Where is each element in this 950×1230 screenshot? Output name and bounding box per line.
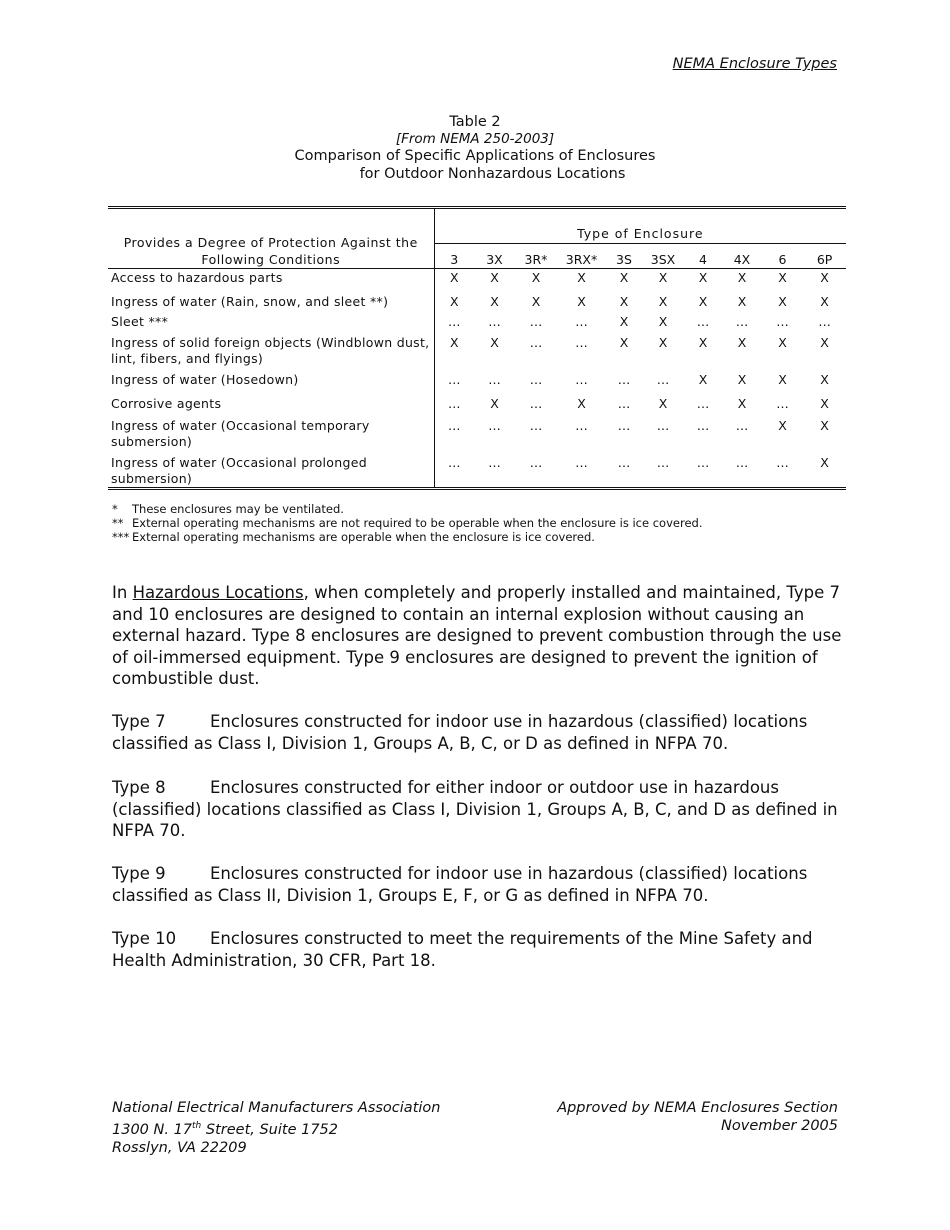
- table-cell: …: [617, 417, 631, 433]
- table-cell: …: [776, 454, 789, 470]
- table-cell: X: [698, 371, 708, 387]
- footnote-text: External operating mechanisms are not required to be operable when the enclosure is ice covered.: [132, 516, 703, 530]
- street-name: Street, Suite 1752: [201, 1121, 339, 1138]
- table-title-block: [0, 113, 950, 183]
- table-cell: X: [577, 270, 586, 285]
- footnote: [112, 516, 702, 530]
- table-cell: X: [658, 313, 668, 329]
- footer-date: November 2005: [721, 1118, 838, 1134]
- table-cell: …: [488, 371, 501, 387]
- enclosure-type-column-header: 6P: [803, 244, 846, 269]
- type-description: Enclosures constructed for indoor use in hazardous (classified) locations classified as Class I, Division 1, Groups A, B, C, or D as defined in NFPA 70.: [112, 712, 808, 753]
- table-cell: X: [737, 334, 747, 350]
- condition-column-header: Provides a Degree of Protection Against the Following Conditions: [108, 208, 434, 269]
- table-cell: X: [737, 270, 747, 285]
- footer-address: [112, 1099, 440, 1157]
- table-cell: …: [529, 417, 543, 433]
- table-cell: X: [778, 417, 787, 433]
- table-cell: X: [778, 293, 787, 309]
- table-cell: …: [448, 417, 461, 433]
- table-cell: X: [658, 395, 668, 411]
- enclosure-type-column-header: 3RX*: [557, 244, 606, 269]
- type-of-enclosure-header: Type of Enclosure: [434, 208, 846, 244]
- table-cell: X: [737, 395, 747, 411]
- table-cell: X: [778, 270, 787, 285]
- table-cell: …: [617, 371, 631, 387]
- table-cell: …: [529, 334, 543, 350]
- table-cell: X: [658, 334, 668, 350]
- table-cell: X: [698, 293, 708, 309]
- table-cell: X: [658, 293, 668, 309]
- table-row: [108, 395, 846, 417]
- type-label: Type 10: [112, 929, 177, 948]
- street-suffix: th: [192, 1121, 202, 1131]
- type-9-paragraph: [112, 863, 847, 906]
- table-row: [108, 454, 846, 489]
- table-row: [108, 313, 846, 334]
- table-cell: X: [820, 270, 829, 285]
- table-cell: …: [696, 417, 710, 433]
- table-cell: X: [449, 293, 459, 309]
- enclosure-type-column-header: 3R*: [515, 244, 557, 269]
- intro-prefix: In: [112, 583, 133, 602]
- type-description: Enclosures constructed for either indoor or outdoor use in hazardous (classified) locations classified as Class I, Division 1, Groups A, B, C, and D as defined in NFPA 70.: [112, 778, 838, 840]
- table-cell: …: [488, 417, 501, 433]
- footer-approval: [557, 1099, 838, 1135]
- table-cell: …: [448, 313, 461, 329]
- type-label: Type 9: [112, 864, 166, 883]
- table-cell: …: [575, 417, 588, 433]
- table-caption-line1: Comparison of Specific Applications of Enclosures: [294, 148, 656, 164]
- table-cell: …: [529, 395, 543, 411]
- type-label: Type 8: [112, 778, 166, 797]
- table-cell: X: [820, 395, 829, 411]
- footnote-mark: ***: [112, 530, 130, 544]
- footer-city: Rosslyn, VA 22209: [112, 1139, 247, 1156]
- type-description: Enclosures constructed for indoor use in hazardous (classified) locations classified as Class II, Division 1, Groups E, F, or G as defined in NFPA 70.: [112, 864, 808, 905]
- table-cell: X: [820, 417, 829, 433]
- table-cell: …: [575, 454, 588, 470]
- footer-org: National Electrical Manufacturers Association: [112, 1100, 441, 1116]
- table-cell: X: [658, 270, 668, 285]
- table-row: [108, 293, 846, 313]
- type-description: Enclosures constructed to meet the requirements of the Mine Safety and Health Administration, 30 CFR, Part 18.: [112, 929, 813, 970]
- enclosure-type-column-header: 3SX: [642, 244, 684, 269]
- enclosure-type-column-header: 3S: [606, 244, 642, 269]
- footnote: [112, 530, 702, 544]
- street-number: 1300 N. 17: [112, 1121, 193, 1138]
- table-cell: X: [449, 270, 459, 285]
- table-cell: …: [776, 395, 789, 411]
- enclosure-type-column-header: 6: [762, 244, 803, 269]
- table-cell: …: [735, 417, 749, 433]
- table-cell: …: [735, 313, 749, 329]
- table-cell: X: [449, 334, 459, 350]
- type-7-paragraph: [112, 711, 847, 754]
- footnote-mark: **: [112, 516, 124, 530]
- table-row: [108, 417, 846, 454]
- condition-label: Access to hazardous parts: [108, 269, 434, 293]
- table-caption-line2: for Outdoor Nonhazardous Locations: [359, 166, 626, 182]
- table-cell: …: [488, 313, 501, 329]
- table-cell: …: [696, 454, 710, 470]
- enclosure-type-column-header: 4: [684, 244, 722, 269]
- table-title: Table 2: [449, 114, 501, 130]
- table-cell: X: [619, 270, 629, 285]
- condition-label: Sleet ***: [108, 313, 434, 334]
- table-cell: …: [617, 395, 631, 411]
- table-cell: X: [698, 270, 708, 285]
- footnote: [112, 502, 702, 516]
- table-cell: X: [619, 293, 629, 309]
- table-cell: X: [820, 334, 829, 350]
- footnote-mark: *: [112, 502, 118, 516]
- footnote-text: These enclosures may be ventilated.: [132, 502, 344, 516]
- table-cell: X: [737, 293, 747, 309]
- table-cell: X: [820, 454, 829, 470]
- table-cell: X: [820, 371, 829, 387]
- footer-street: [112, 1117, 440, 1139]
- table-footnotes: [112, 502, 702, 544]
- table-cell: X: [577, 395, 586, 411]
- intro-text: , when completely and properly installed and maintained, Type 7 and 10 enclosures are designed to contain an internal explosion without causing an external hazard. Type 8 enclosures are designed to prevent combustion through the use of oil-immersed equipment. Type 9 enclosures are designed to prevent the ignition of combustible dust.: [112, 583, 842, 688]
- condition-label: Ingress of water (Occasional temporary submersion): [108, 417, 434, 454]
- table-cell: X: [778, 371, 787, 387]
- table-cell: X: [490, 270, 499, 285]
- table-cell: …: [575, 334, 588, 350]
- table-cell: …: [656, 454, 670, 470]
- table-cell: …: [696, 395, 710, 411]
- type-10-paragraph: [112, 928, 847, 971]
- condition-label: Ingress of water (Rain, snow, and sleet **): [108, 293, 434, 313]
- table-cell: …: [575, 371, 588, 387]
- enclosure-type-column-header: 4X: [722, 244, 762, 269]
- table-cell: …: [735, 454, 749, 470]
- type-label: Type 7: [112, 712, 166, 731]
- table-row: [108, 371, 846, 395]
- table-cell: …: [448, 395, 461, 411]
- table-body: [108, 269, 846, 489]
- condition-label: Corrosive agents: [108, 395, 434, 417]
- condition-label: Ingress of water (Occasional prolonged submersion): [108, 454, 434, 489]
- table-cell: X: [490, 395, 499, 411]
- table-cell: …: [529, 371, 543, 387]
- enclosure-type-column-header: 3X: [474, 244, 515, 269]
- table-cell: X: [619, 334, 629, 350]
- table-cell: X: [619, 313, 629, 329]
- table-cell: …: [818, 313, 831, 329]
- table-cell: X: [737, 371, 747, 387]
- table-cell: …: [488, 454, 501, 470]
- table-cell: …: [776, 313, 789, 329]
- page-header: NEMA Enclosure Types: [672, 56, 837, 72]
- footnote-text: External operating mechanisms are operable when the enclosure is ice covered.: [132, 530, 595, 544]
- hazardous-locations-link[interactable]: Hazardous Locations: [132, 583, 304, 602]
- table-row: [108, 269, 846, 293]
- condition-label: Ingress of water (Hosedown): [108, 371, 434, 395]
- table-cell: X: [577, 293, 586, 309]
- table-cell: …: [575, 313, 588, 329]
- table-source: [From NEMA 250-2003]: [395, 131, 555, 147]
- table-cell: …: [696, 313, 710, 329]
- table-cell: …: [617, 454, 631, 470]
- intro-paragraph: [112, 582, 847, 690]
- table-cell: X: [820, 293, 829, 309]
- table-cell: X: [490, 334, 499, 350]
- table-cell: …: [529, 313, 543, 329]
- table-cell: …: [656, 417, 670, 433]
- table-cell: X: [490, 293, 499, 309]
- table-cell: …: [529, 454, 543, 470]
- table-cell: X: [778, 334, 787, 350]
- condition-label: Ingress of solid foreign objects (Windblown dust, lint, fibers, and flyings): [108, 334, 434, 371]
- table-cell: X: [531, 270, 541, 285]
- table-cell: …: [656, 371, 670, 387]
- enclosure-comparison-table: [108, 206, 846, 490]
- table-row: [108, 334, 846, 371]
- table-cell: X: [531, 293, 541, 309]
- enclosure-type-column-header: 3: [434, 244, 474, 269]
- table-cell: …: [448, 371, 461, 387]
- type-8-paragraph: [112, 777, 847, 842]
- footer-approved: Approved by NEMA Enclosures Section: [557, 1100, 838, 1116]
- table-cell: …: [448, 454, 461, 470]
- table-cell: X: [698, 334, 708, 350]
